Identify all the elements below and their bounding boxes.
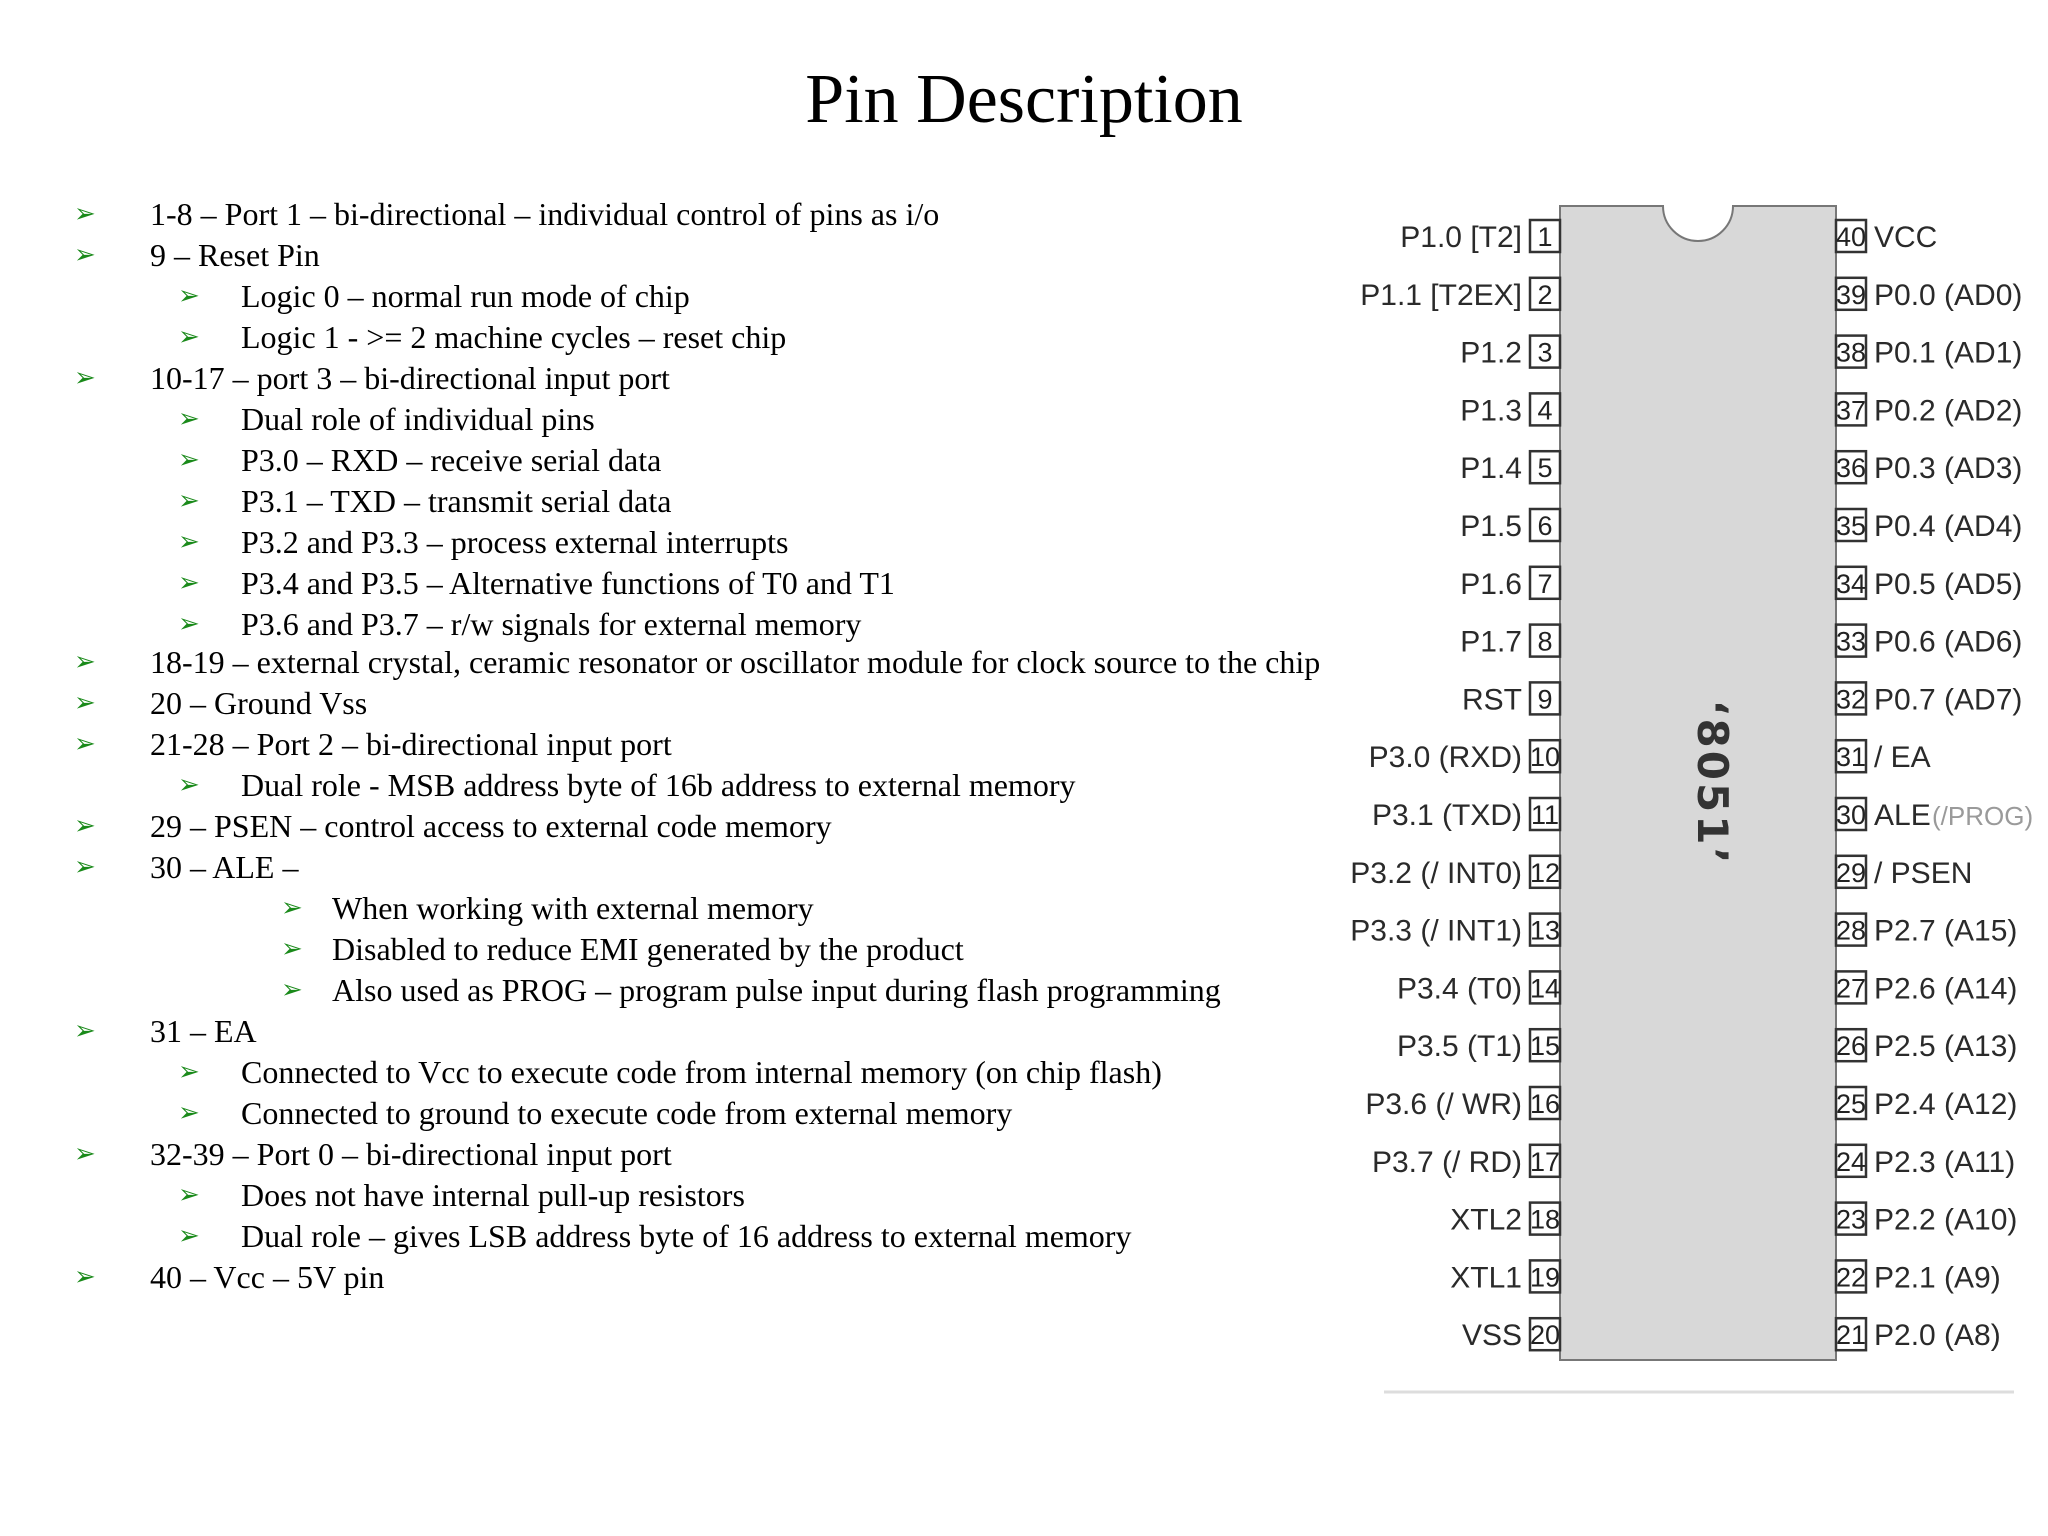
arrow-bullet-icon: ➢ xyxy=(74,1016,96,1046)
bullet-item xyxy=(0,522,1360,563)
pin-label: / PSEN xyxy=(1874,856,1973,890)
bullet-text: 32-39 – Port 0 – bi-directional input port xyxy=(150,1136,672,1172)
bullet-text: 30 – ALE – xyxy=(150,849,299,885)
pin-label: P2.3 (A11) xyxy=(1874,1145,2016,1179)
bullet-item xyxy=(0,358,1360,399)
arrow-bullet-icon: ➢ xyxy=(74,199,96,229)
bullet-item xyxy=(0,929,1360,970)
arrow-bullet-icon: ➢ xyxy=(178,404,200,434)
pin-number: 21 xyxy=(1835,1320,1867,1351)
bullet-text: Logic 1 - >= 2 machine cycles – reset chip xyxy=(241,319,787,355)
pin-label: ALE xyxy=(1874,799,1931,832)
pin-label: P3.6 (/ WR) xyxy=(1365,1088,1522,1121)
pin-label: VSS xyxy=(1461,1319,1522,1353)
pin-number: 35 xyxy=(1835,511,1867,541)
pin-diagram xyxy=(1350,198,2034,1398)
pin-number: 12 xyxy=(1529,857,1561,888)
bullet-text: 31 – EA xyxy=(150,1013,257,1049)
pin-number: 19 xyxy=(1529,1262,1561,1293)
pin-number: 16 xyxy=(1529,1089,1561,1119)
arrow-bullet-icon: ➢ xyxy=(74,1139,96,1169)
pin-label: P3.0 (RXD) xyxy=(1368,741,1522,775)
pin-number: 33 xyxy=(1835,626,1867,657)
bullet-item xyxy=(0,724,1360,765)
bullet-item xyxy=(0,440,1360,481)
arrow-bullet-icon: ➢ xyxy=(178,568,200,598)
arrow-bullet-icon: ➢ xyxy=(178,445,200,475)
arrow-bullet-icon: ➢ xyxy=(74,729,96,759)
bullet-item xyxy=(0,1257,1360,1298)
pin-number: 15 xyxy=(1529,1031,1561,1062)
pin-label: P0.5 (AD5) xyxy=(1874,567,2023,601)
pin-label: P3.3 (/ INT1) xyxy=(1350,914,1522,948)
chip-name: ‘8051’ xyxy=(1688,699,1737,867)
bullet-text: P3.2 and P3.3 – process external interrupts xyxy=(241,524,789,560)
pin-number: 36 xyxy=(1835,453,1867,484)
pin-number: 9 xyxy=(1537,684,1553,715)
bullet-text: Connected to ground to execute code from external memory xyxy=(241,1095,1013,1131)
pin-label: RST xyxy=(1462,683,1522,717)
bullet-item xyxy=(0,1134,1360,1175)
bullet-item xyxy=(0,888,1360,929)
bullet-item xyxy=(0,276,1360,317)
arrow-bullet-icon: ➢ xyxy=(178,322,200,352)
arrow-bullet-icon: ➢ xyxy=(178,1098,200,1128)
pin-label: P0.4 (AD4) xyxy=(1874,510,2023,543)
pin-number: 22 xyxy=(1835,1262,1867,1293)
pin-label: P0.3 (AD3) xyxy=(1874,452,2023,486)
arrow-bullet-icon: ➢ xyxy=(74,363,96,393)
bullet-text: 29 – PSEN – control access to external code memory xyxy=(150,808,832,844)
pin-number: 25 xyxy=(1835,1089,1867,1119)
pin-label: P3.1 (TXD) xyxy=(1371,799,1522,832)
pin-label: P2.5 (A13) xyxy=(1874,1030,2018,1064)
pin-number: 32 xyxy=(1835,684,1867,715)
bullet-text: When working with external memory xyxy=(332,890,814,926)
bullet-item xyxy=(0,1175,1360,1216)
pin-label: P1.6 xyxy=(1460,567,1522,601)
bullet-item xyxy=(0,563,1360,604)
pin-number: 2 xyxy=(1537,279,1553,310)
bullet-item xyxy=(0,194,1360,235)
arrow-bullet-icon: ➢ xyxy=(178,527,200,557)
bullet-text: P3.6 and P3.7 – r/w signals for external memory xyxy=(241,606,862,642)
slide-title: Pin Description xyxy=(805,61,1243,138)
bullet-text: Dual role of individual pins xyxy=(241,401,595,437)
bullet-text: Disabled to reduce EMI generated by the product xyxy=(332,931,964,967)
bullet-text: P3.4 and P3.5 – Alternative functions of T0 and T1 xyxy=(241,565,895,601)
pin-label: P0.6 (AD6) xyxy=(1874,625,2023,659)
arrow-bullet-icon: ➢ xyxy=(178,1057,200,1087)
pin-number: 39 xyxy=(1835,279,1867,310)
bullet-item xyxy=(0,806,1360,847)
pin-number: 13 xyxy=(1529,915,1561,946)
pin-label: / EA xyxy=(1874,741,1931,775)
pin-number: 34 xyxy=(1835,568,1867,599)
pin-label: P2.0 (A8) xyxy=(1874,1319,2001,1353)
bullet-text: 18-19 – external crystal, ceramic resonator or oscillator module for clock source to the chip xyxy=(150,644,1321,680)
arrow-bullet-icon: ➢ xyxy=(74,240,96,270)
pin-number: 17 xyxy=(1529,1146,1561,1177)
pin-number: 1 xyxy=(1537,222,1553,252)
8051-pinout-svg xyxy=(1350,198,2034,1398)
arrow-bullet-icon: ➢ xyxy=(178,770,200,800)
pin-number: 38 xyxy=(1835,337,1867,368)
pin-number: 7 xyxy=(1537,568,1553,599)
arrow-bullet-icon: ➢ xyxy=(74,688,96,718)
arrow-bullet-icon: ➢ xyxy=(178,1221,200,1251)
pin-label: P2.7 (A15) xyxy=(1874,914,2018,948)
bullet-text: 21-28 – Port 2 – bi-directional input port xyxy=(150,726,672,762)
pin-label: VCC xyxy=(1874,221,1938,254)
pin-number: 31 xyxy=(1835,742,1867,773)
bullet-item xyxy=(0,683,1360,724)
bullet-text: Dual role – gives LSB address byte of 16 address to external memory xyxy=(241,1218,1132,1254)
pin-number: 37 xyxy=(1835,395,1867,426)
arrow-bullet-icon: ➢ xyxy=(281,934,303,964)
bullet-item xyxy=(0,1216,1360,1257)
bullet-item xyxy=(0,317,1360,358)
pin-number: 11 xyxy=(1530,800,1560,830)
pin-label: P0.7 (AD7) xyxy=(1874,683,2023,717)
arrow-bullet-icon: ➢ xyxy=(74,647,96,677)
bullet-text: 1-8 – Port 1 – bi-directional – individual control of pins as i/o xyxy=(150,196,940,232)
bullet-text: 40 – Vcc – 5V pin xyxy=(150,1259,385,1295)
pin-label: P2.4 (A12) xyxy=(1874,1088,2018,1121)
bullet-text: P3.1 – TXD – transmit serial data xyxy=(241,483,672,519)
arrow-bullet-icon: ➢ xyxy=(178,609,200,639)
bullet-item xyxy=(0,1011,1360,1052)
pin-number: 14 xyxy=(1529,973,1561,1004)
bullet-item xyxy=(0,1093,1360,1134)
bullet-item xyxy=(0,645,1360,679)
pin-label: P1.0 [T2] xyxy=(1400,221,1522,254)
bullet-text: Also used as PROG – program pulse input during flash programming xyxy=(332,972,1221,1008)
pin-number: 29 xyxy=(1835,857,1867,888)
pin-label: P2.6 (A14) xyxy=(1874,972,2018,1006)
bullet-item xyxy=(0,765,1360,806)
bullet-item xyxy=(0,604,1360,645)
pin-label: P3.2 (/ INT0) xyxy=(1350,856,1522,890)
pin-label: P0.0 (AD0) xyxy=(1874,278,2023,312)
pin-number: 10 xyxy=(1529,742,1561,773)
pin-label: P3.7 (/ RD) xyxy=(1371,1145,1522,1179)
pin-number: 4 xyxy=(1537,395,1553,426)
pin-label: P1.2 xyxy=(1460,336,1522,370)
bullet-text: P3.0 – RXD – receive serial data xyxy=(241,442,662,478)
bullet-text: Dual role - MSB address byte of 16b address to external memory xyxy=(241,767,1076,803)
pin-number: 5 xyxy=(1537,453,1553,484)
pin-number: 27 xyxy=(1835,973,1867,1004)
pin-label: P1.3 xyxy=(1460,394,1522,428)
bullet-item xyxy=(0,481,1360,522)
bullet-text: 9 – Reset Pin xyxy=(150,237,320,273)
pin-label: P1.1 [T2EX] xyxy=(1360,278,1522,312)
bullet-item xyxy=(0,1052,1360,1093)
pin-number: 6 xyxy=(1537,511,1553,541)
bullet-list xyxy=(0,194,1360,1298)
pin-label: XTL1 xyxy=(1450,1261,1522,1295)
arrow-bullet-icon: ➢ xyxy=(178,281,200,311)
bullet-item xyxy=(0,399,1360,440)
arrow-bullet-icon: ➢ xyxy=(281,975,303,1005)
pin-label-extra: (/PROG) xyxy=(1932,801,2034,831)
pin-label: P1.7 xyxy=(1460,625,1522,659)
pin-label: P0.2 (AD2) xyxy=(1874,394,2023,428)
arrow-bullet-icon: ➢ xyxy=(74,852,96,882)
bullet-text: Connected to Vcc to execute code from internal memory (on chip flash) xyxy=(241,1054,1162,1090)
pin-label: P1.5 xyxy=(1460,510,1522,543)
arrow-bullet-icon: ➢ xyxy=(74,811,96,841)
pin-number: 18 xyxy=(1529,1204,1561,1235)
pin-label: P0.1 (AD1) xyxy=(1874,336,2023,370)
bullet-text: Does not have internal pull-up resistors xyxy=(241,1177,745,1213)
pin-label: P3.5 (T1) xyxy=(1396,1030,1522,1064)
pin-label: P2.1 (A9) xyxy=(1874,1261,2001,1295)
arrow-bullet-icon: ➢ xyxy=(281,893,303,923)
pin-label: P2.2 (A10) xyxy=(1874,1203,2018,1237)
bullet-item xyxy=(0,847,1360,888)
pin-number: 20 xyxy=(1529,1320,1561,1351)
arrow-bullet-icon: ➢ xyxy=(74,1262,96,1292)
bullet-text: 20 – Ground Vss xyxy=(150,685,368,721)
pin-number: 30 xyxy=(1835,800,1867,830)
pin-label: P1.4 xyxy=(1460,452,1522,486)
pin-number: 26 xyxy=(1835,1031,1867,1062)
arrow-bullet-icon: ➢ xyxy=(178,1180,200,1210)
pin-number: 24 xyxy=(1835,1146,1867,1177)
pin-number: 28 xyxy=(1835,915,1867,946)
pin-number: 40 xyxy=(1835,222,1867,252)
arrow-bullet-icon: ➢ xyxy=(178,486,200,516)
pin-number: 23 xyxy=(1835,1204,1867,1235)
pin-label: P3.4 (T0) xyxy=(1396,972,1522,1006)
pin-label: XTL2 xyxy=(1450,1203,1522,1237)
pin-number: 3 xyxy=(1537,337,1553,368)
bullet-text: 10-17 – port 3 – bi-directional input port xyxy=(150,360,670,396)
pin-number: 8 xyxy=(1537,626,1553,657)
bullet-item xyxy=(0,970,1360,1011)
bullet-item xyxy=(0,235,1360,276)
bullet-text: Logic 0 – normal run mode of chip xyxy=(241,278,690,314)
